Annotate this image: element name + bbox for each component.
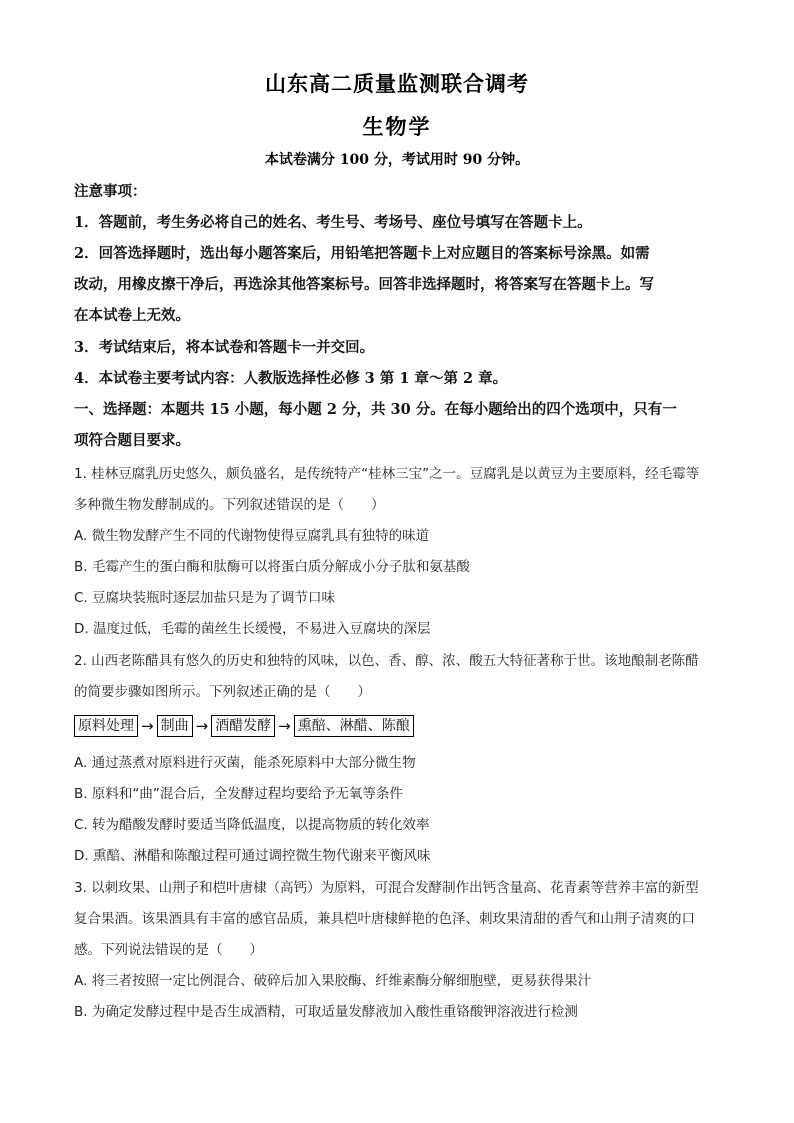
question-stem: 感。下列说法错误的是（ ） [74, 942, 263, 958]
question-stem: 的简要步骤如图所示。下列叙述正确的是（ ） [74, 684, 371, 700]
arrow-right-icon: → [278, 717, 291, 735]
exam-info: 本试卷满分 100 分，考试用时 90 分钟。 [264, 152, 530, 168]
flow-step-box: 熏醅、淋醋、陈酿 [294, 715, 414, 737]
notice-item: 在本试卷上无效。 [74, 307, 190, 324]
notice-item: 4．本试卷主要考试内容：人教版选择性必修 3 第 1 章～第 2 章。 [74, 370, 508, 387]
question-option: A. 通过蒸煮对原料进行灭菌，能杀死原料中大部分微生物 [74, 755, 416, 771]
notice-item: 3．考试结束后，将本试卷和答题卡一并交回。 [74, 339, 375, 356]
arrow-right-icon: → [141, 717, 154, 735]
exam-title: 山东高二质量监测联合调考 [265, 72, 529, 96]
question-option: B. 为确定发酵过程中是否生成酒精，可取适量发酵液加入酸性重铬酸钾溶液进行检测 [74, 1004, 578, 1020]
notice-item: 1．答题前，考生务必将自己的姓名、考生号、考场号、座位号填写在答题卡上。 [74, 214, 592, 231]
flow-step-box: 原料处理 [74, 715, 138, 737]
question-stem: 2. 山西老陈醋具有悠久的历史和独特的风味，以色、香、醇、浓、酸五大特征著称于世。该地酿制老陈醋 [74, 653, 699, 669]
question-option: C. 转为醋酸发酵时要适当降低温度，以提高物质的转化效率 [74, 817, 430, 833]
question-stem: 多种微生物发酵制成的。下列叙述错误的是（ ） [74, 497, 385, 513]
question-stem: 复合果酒。该果酒具有丰富的感官品质，兼具桤叶唐棣鲜艳的色泽、刺玫果清甜的香气和山荆子清爽的口 [74, 911, 695, 927]
question-option: D. 温度过低，毛霉的菌丝生长缓慢，不易进入豆腐块的深层 [74, 621, 431, 637]
flow-step-box: 酒醋发酵 [211, 715, 275, 737]
question-option: A. 将三者按照一定比例混合、破碎后加入果胶酶、纤维素酶分解细胞壁，更易获得果汁 [74, 973, 592, 989]
flow-step-box: 制曲 [157, 715, 193, 737]
notice-item: 2．回答选择题时，选出每小题答案后，用铅笔把答题卡上对应题目的答案标号涂黑。如需 [74, 245, 650, 262]
question-stem: 1. 桂林豆腐乳历史悠久，颇负盛名，是传统特产“桂林三宝”之一。豆腐乳是以黄豆为主要原料，经毛霉等 [74, 466, 700, 482]
question-option: A. 微生物发酵产生不同的代谢物使得豆腐乳具有独特的味道 [74, 528, 430, 544]
question-option: D. 熏醅、淋醋和陈酿过程可通过调控微生物代谢来平衡风味 [74, 848, 431, 864]
question-option: B. 原料和“曲”混合后，全发酵过程均要给予无氧等条件 [74, 786, 403, 802]
section-heading: 一、选择题：本题共 15 小题，每小题 2 分，共 30 分。在每小题给出的四个选项中，只有一 [74, 401, 677, 418]
process-flow-diagram [74, 714, 414, 738]
notice-item: 改动，用橡皮擦干净后，再选涂其他答案标号。回答非选择题时，将答案写在答题卡上。写 [74, 276, 654, 293]
question-option: B. 毛霉产生的蛋白酶和肽酶可以将蛋白质分解成小分子肽和氨基酸 [74, 559, 470, 575]
arrow-right-icon: → [195, 717, 209, 735]
section-heading: 项符合题目要求。 [74, 432, 190, 449]
notice-heading: 注意事项： [74, 183, 147, 200]
question-stem: 3. 以刺玫果、山荆子和桤叶唐棣（高钙）为原料，可混合发酵制作出钙含量高、花青素等营养丰富的新型 [74, 880, 699, 896]
question-option: C. 豆腐块装瓶时逐层加盐只是为了调节口味 [74, 590, 336, 606]
subject-title: 生物学 [362, 115, 432, 139]
